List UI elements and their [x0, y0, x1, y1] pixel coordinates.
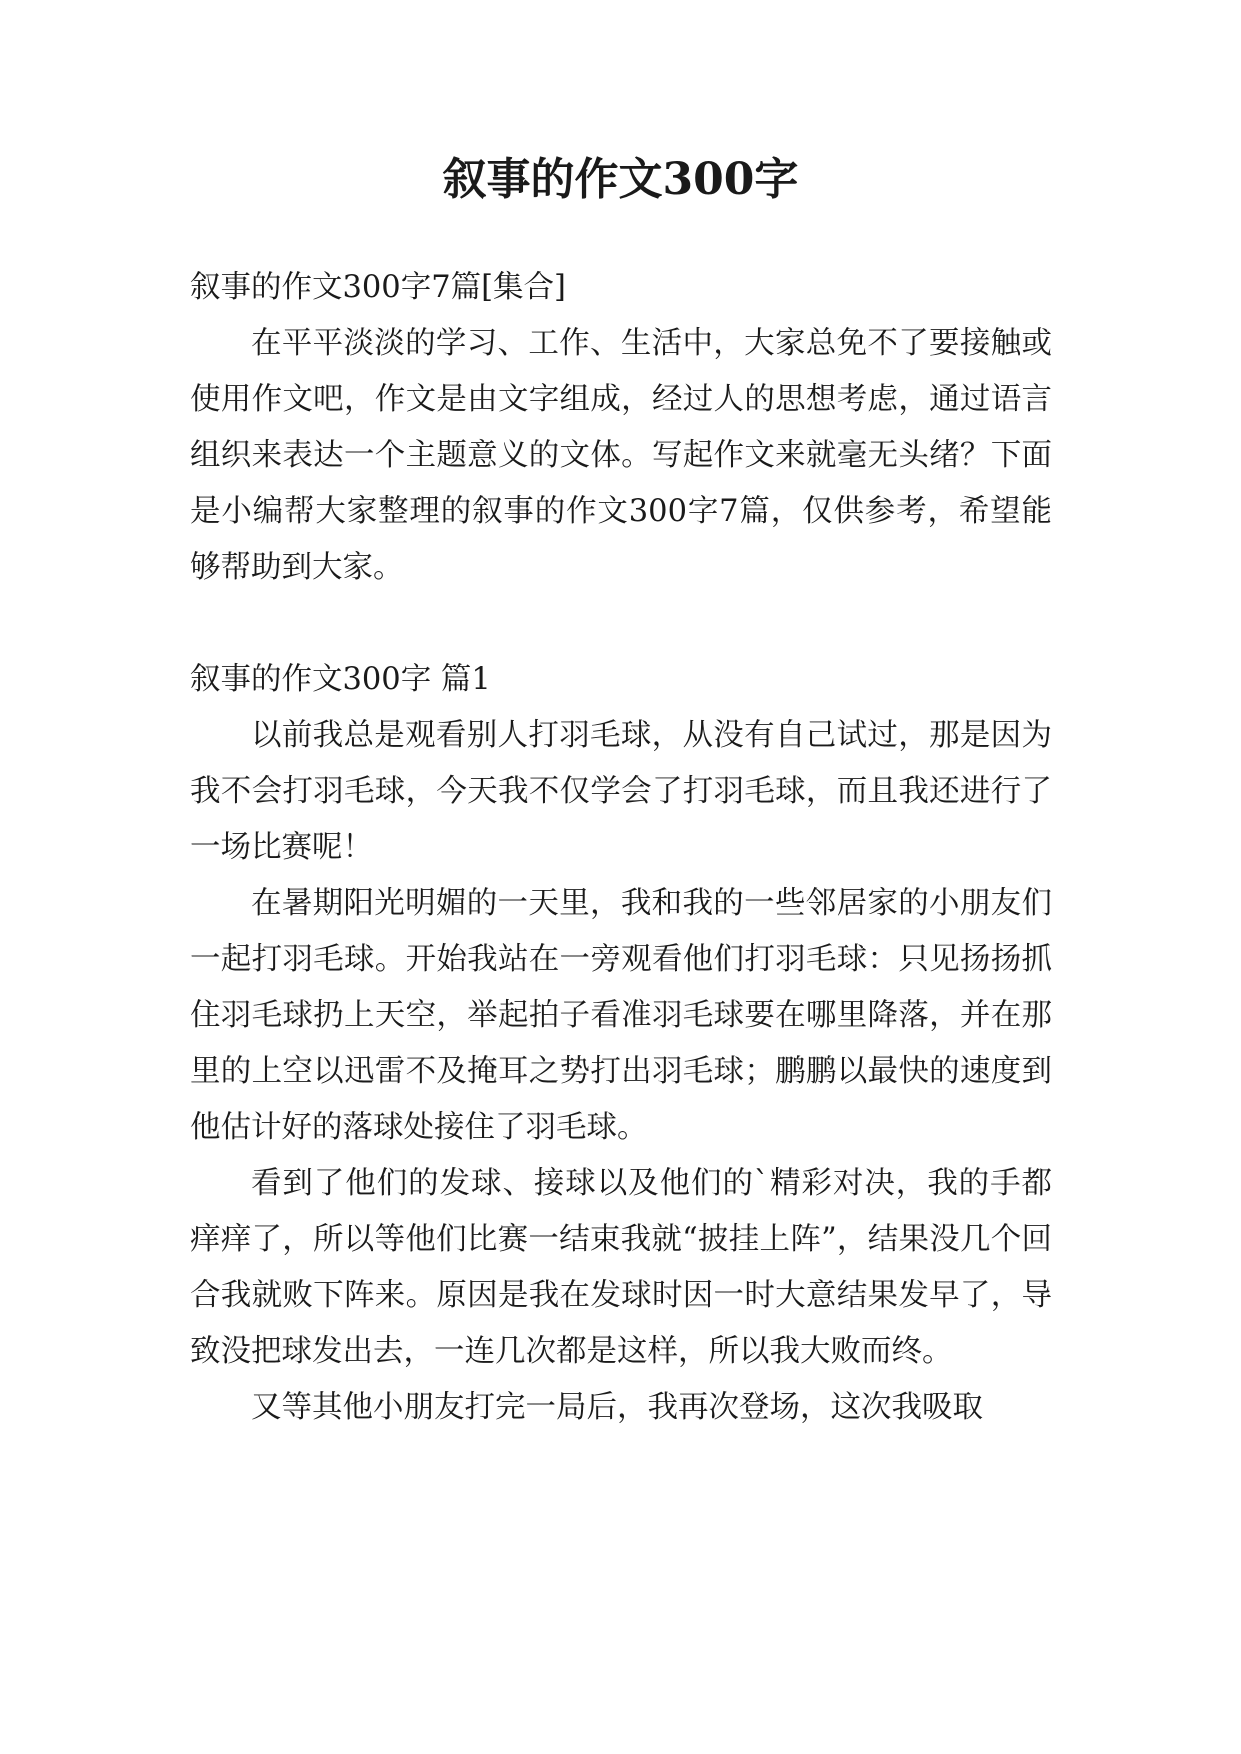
document-subtitle: 叙事的作文300字7篇[集合]: [190, 270, 566, 305]
body-paragraph: 又等其他小朋友打完一局后，我再次登场，这次我吸取: [251, 1390, 983, 1425]
section-heading: 叙事的作文300字 篇1: [190, 662, 491, 697]
body-paragraph: 看到了他们的发球、接球以及他们的`精彩对决，我的手都痒痒了，所以等他们比赛一结束我就“披挂上阵”，结果没几个回合我就败下阵来。原因是我在发球时因一时大意结果发早了，导致没把球发出去，一连几次都是这样，所以我大败而终。: [190, 1166, 1052, 1369]
document-body: [190, 260, 1052, 1436]
section-spacer: [190, 596, 1052, 652]
intro-paragraph: 在平平淡淡的学习、工作、生活中，大家总免不了要接触或使用作文吧，作文是由文字组成，经过人的思想考虑，通过语言组织来表达一个主题意义的文体。写起作文来就毫无头绪？下面是小编帮大家整理的叙事的作文300字7篇，仅供参考，希望能够帮助到大家。: [190, 326, 1052, 585]
body-paragraph: 以前我总是观看别人打羽毛球，从没有自己试过，那是因为我不会打羽毛球，今天我不仅学会了打羽毛球，而且我还进行了一场比赛呢！: [190, 718, 1052, 865]
body-paragraph: 在暑期阳光明媚的一天里，我和我的一些邻居家的小朋友们一起打羽毛球。开始我站在一旁观看他们打羽毛球：只见扬扬抓住羽毛球扔上天空，举起拍子看准羽毛球要在哪里降落，并在那里的上空以迅雷不及掩耳之势打出羽毛球；鹏鹏以最快的速度到他估计好的落球处接住了羽毛球。: [190, 886, 1052, 1145]
document-title: 叙事的作文300字: [442, 154, 799, 205]
